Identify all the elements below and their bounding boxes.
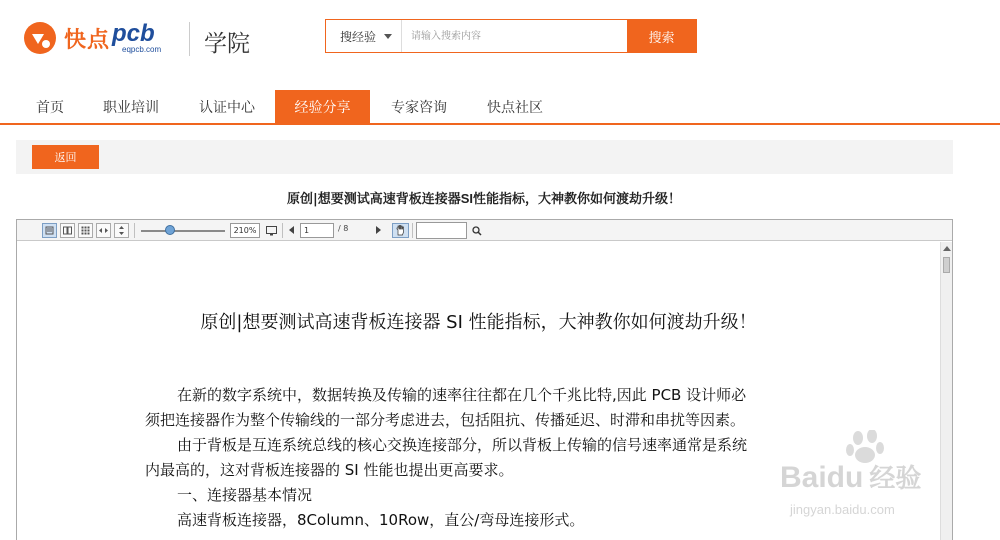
doc-title-si: SI	[460, 191, 474, 206]
search-bar	[325, 19, 697, 53]
toolbar-divider	[134, 223, 135, 238]
watermark-brand: Baidu	[780, 461, 864, 494]
back-bar	[16, 140, 953, 174]
fullscreen-icon[interactable]	[264, 223, 279, 238]
document-line: 高速背板连接器，8Column、10Row，直公/弯母连接形式。	[177, 511, 585, 529]
zoom-level[interactable]: 210%	[230, 223, 260, 238]
search-button[interactable]: 搜索	[627, 19, 696, 53]
document-line: 在新的数字系统中，数据转换及传输的速率往往都在几个千兆比特,因此 PCB 设计师必	[177, 386, 747, 404]
nav-item-expert[interactable]: 专家咨询	[391, 99, 447, 116]
doc-title-pre: 原创|想要测试高速背板连接器	[286, 192, 461, 207]
logo-divider	[189, 22, 190, 56]
page-number-input[interactable]	[300, 223, 334, 238]
section-title: 学院	[204, 31, 250, 57]
document-line: 须把连接器作为整个传输线的一部分考虑进去，包括阻抗、传播延迟、时滞和串扰等因素。	[145, 411, 746, 429]
scroll-up-icon[interactable]	[943, 246, 951, 251]
fit-width-icon[interactable]	[96, 223, 111, 238]
thumbnail-view-icon[interactable]	[78, 223, 93, 238]
page-total: / 8	[338, 224, 349, 233]
find-input[interactable]	[416, 222, 467, 239]
zoom-slider-track[interactable]	[141, 230, 225, 232]
next-page-icon[interactable]	[376, 226, 381, 234]
watermark-url: jingyan.baidu.com	[790, 502, 895, 517]
two-page-view-icon[interactable]	[60, 223, 75, 238]
zoom-slider-handle[interactable]	[165, 225, 175, 235]
document-line: 内最高的，这对背板连接器的 SI 性能也提出更高要求。	[145, 461, 514, 479]
chevron-down-icon	[384, 34, 392, 39]
nav-item-training[interactable]: 职业培训	[103, 99, 159, 116]
nav-item-experience[interactable]: 经验分享	[275, 90, 370, 123]
doc-title-post: 性能指标，大神教你如何渡劫升级！	[473, 192, 682, 207]
logo-text-pcb: pcb	[112, 19, 155, 47]
main-nav	[0, 90, 1000, 125]
viewer-toolbar	[17, 220, 952, 241]
nav-item-home[interactable]: 首页	[36, 99, 64, 116]
logo-domain: eqpcb.com	[122, 44, 162, 54]
search-category-dropdown[interactable]	[326, 20, 402, 52]
fit-height-icon[interactable]	[114, 223, 129, 238]
single-page-view-icon[interactable]	[42, 223, 57, 238]
toolbar-divider	[412, 223, 413, 238]
search-category-label: 搜经验	[340, 29, 377, 44]
nav-item-community[interactable]: 快点社区	[487, 99, 543, 116]
logo-mark-icon	[22, 20, 58, 56]
previous-page-icon[interactable]	[289, 226, 294, 234]
back-button[interactable]: 返回	[32, 145, 99, 169]
search-icon[interactable]	[469, 223, 484, 238]
watermark-cn: 经验	[869, 464, 922, 494]
baidu-watermark	[780, 430, 980, 530]
document-line: 由于背板是互连系统总线的核心交换连接部分，所以背板上传输的信号速率通常是系统	[177, 436, 748, 454]
search-input[interactable]	[403, 20, 628, 52]
nav-item-certification[interactable]: 认证中心	[199, 99, 255, 116]
document-line: 一、连接器基本情况	[177, 486, 313, 504]
scrollbar-thumb[interactable]	[943, 257, 950, 273]
doc-title	[0, 188, 968, 207]
site-header	[0, 0, 1000, 80]
logo-pcb-group	[112, 19, 162, 54]
document-heading: 原创|想要测试高速背板连接器 SI 性能指标，大神教你如何渡劫升级！	[200, 312, 757, 333]
logo-text-cn: 快点	[64, 27, 111, 53]
toolbar-divider	[282, 223, 283, 238]
pan-hand-icon[interactable]	[392, 223, 409, 238]
site-logo[interactable]	[22, 20, 161, 56]
